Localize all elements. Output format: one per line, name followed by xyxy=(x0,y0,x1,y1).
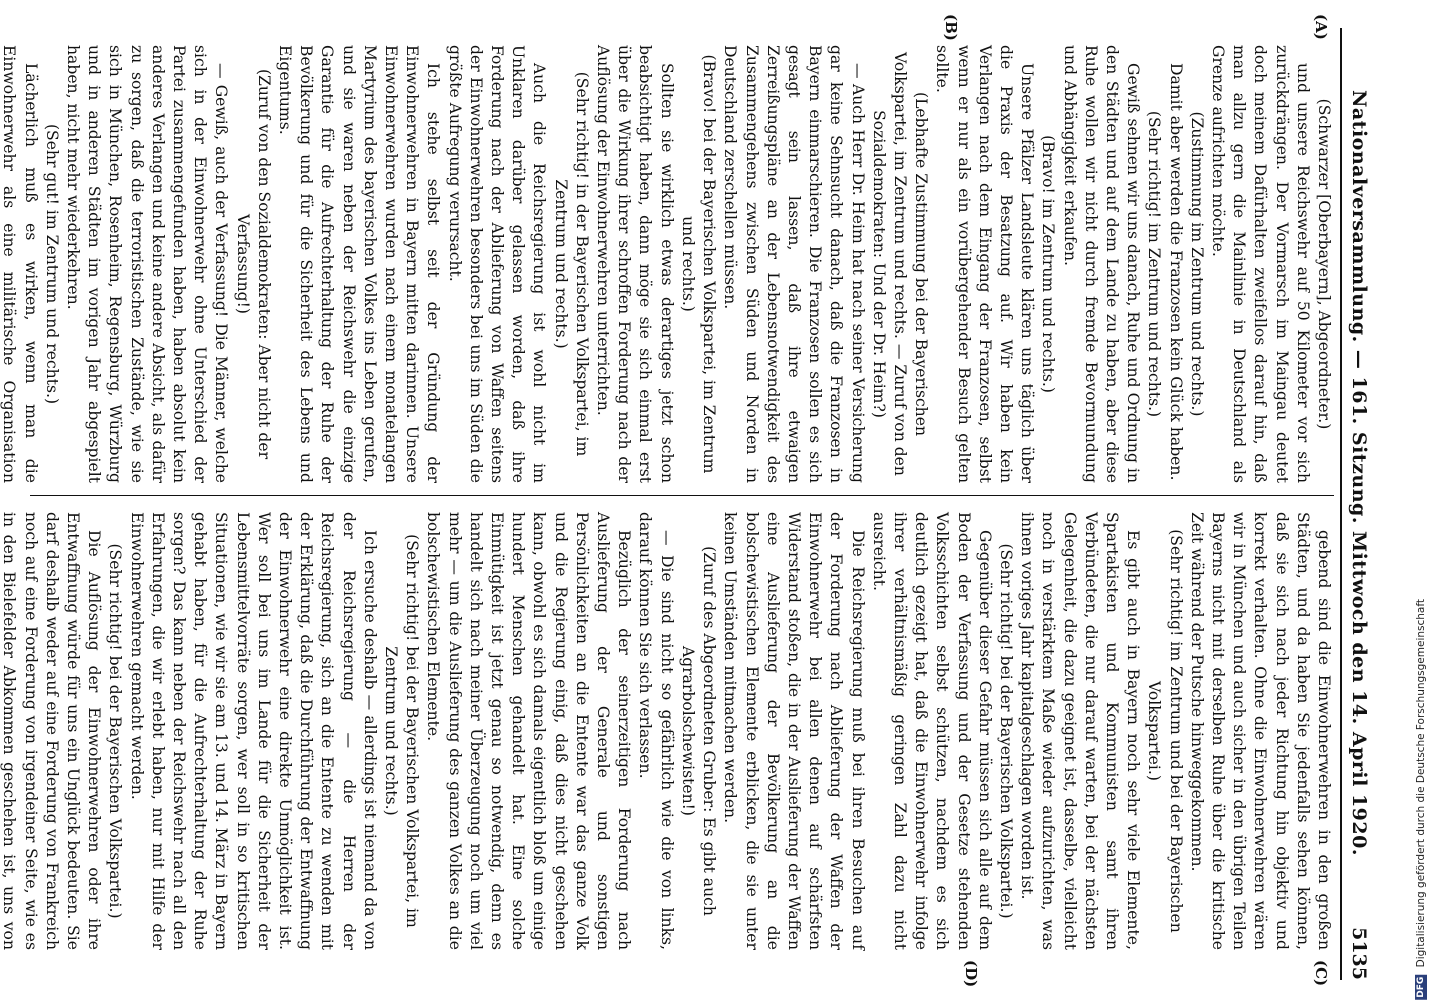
dfg-logo: DFG xyxy=(1416,976,1426,998)
text-paragraph: Die Reichsregierung muß bei ihren Besuchen auf der Forderung nach Ablieferung der Waffen der Einwohnerwehr bei allen denen auf schärfsten Widerstand stoßen, die in der Auslieferung der Waffen eine Auslieferung der Bevölkerung an die bolschewistischen Elemente erblicken, die sie unter keinen Umständen mitmachen werden. xyxy=(721,512,867,950)
text-paragraph: gebend sind die Einwohnerwehren in den großen Städten, und da haben Sie jedenfalls sehen können, daß sie sich nach jeder Richtung hin objektiv und korrekt verhalten. Ohne die Einwohnerwehren wären wir in München und auch sicher in den übrigen Teilen Bayerns nicht mit derselben Ruhe über die kritische Zeit während der Putsche hinweggekommen. xyxy=(1187,512,1333,950)
left-text-column xyxy=(0,45,1334,483)
interjection-paragraph: (Sehr richtig! im Zentrum und rechts.) xyxy=(1145,110,1164,418)
text-paragraph: Es gibt auch in Bayern noch sehr viele Elemente, Spartakisten und Kommunisten samt ihren Verbündeten, die nur darauf warten, bei der nächsten Gelegenheit, die dazu geeignet ist, dasselbe, vielleicht noch in verstärktem Maße wieder aufzurichten, was ihnen voriges Jahr kapitalgeschlagen worden ist. xyxy=(1018,512,1143,950)
page-header-title: Nationalversammlung. — 161. Sitzung. Mittwoch den 14. April 1920. xyxy=(1348,90,1370,856)
text-paragraph: — Die sind nicht so gefährlich wie die von links, darauf können Sie sich verlassen. xyxy=(636,512,676,950)
margin-mark-a: (A) xyxy=(1312,14,1330,40)
interjection-paragraph: (Sehr richtig! bei der Bayerischen Volkspartei.) xyxy=(106,543,125,919)
margin-mark-d: (D) xyxy=(962,960,980,988)
text-paragraph: Unsere Pfälzer Landsleute klären uns täglich über die Praxis der Besatzung auf. Wir haben kein Verlangen nach dem Eingang der Franzosen, selbst wenn er nur als ein vorübergehender Besuch gelten sollte. xyxy=(933,45,1037,483)
interjection-paragraph: (Zuruf des Abgeordneten Gruber: Es gibt auch Agrarbolschewisten!) xyxy=(678,546,719,916)
text-paragraph: — Gewiß, auch der Verfassung! Die Männer, welche sich in der Einwohnerwehr ohne Unterschied der Partei zusammengefunden haben, haben absolut kein anderes Verlangen und keine andere Absicht, als dafür zu sorgen, daß die terroristischen Zustände, wie sie sich in München, Rosenheim, Regensburg, Würzburg und in anderen Städten im vorigen Jahr abgespielt haben, nicht mehr wiederkehren. xyxy=(64,45,231,483)
interjection-paragraph: (Sehr richtig! bei der Bayerischen Volkspartei.) xyxy=(996,543,1015,919)
text-paragraph: Sollten sie wirklich etwas derartiges jetzt schon beabsichtigt haben, dann möge sie sich einmal erst über die Wirkung ihrer schroffen Forderung nach der Auflösung der Einwohnerwehren unterrichten. xyxy=(594,45,676,483)
text-paragraph: Bezüglich der seinerzeitigen Forderung nach Auslieferung der Generale und sonstigen Persönlichkeiten an die Entente war das ganze Volk und die Regierung einig, daß dies nicht geschehen kann, obwohl es sich damals eigentlich bloß um einige hundert Menschen gehandelt hat. Eine solche Einmütigkeit ist jetzt genau so notwendig, denn es handelt sich nach meiner Überzeugung noch um viel mehr — um die Auslieferung des ganzen Volkes an die bolschewistischen Elemente. xyxy=(424,512,634,950)
margin-mark-c: (C) xyxy=(1312,960,1330,987)
text-paragraph: Ich ersuche deshalb — allerdings ist niemand da von der Reichsregierung — die Herren der Reichsregierung, sich an die Entente zu wenden mit der Erklärung, daß die Durchführung der Entwaffnung der Einwohnerwehr eine direkte Unmöglichkeit ist. Wer soll bei uns im Lande für die Sicherheit der Lebensmittelvorräte sorgen, wer soll in so kritischen Situationen, wie wir sie am 13. und 14. März in Bayern gehabt haben, für die Aufrechterhaltung der Ruhe sorgen? Das kann neben der Reichswehr nach all den Erfahrungen, die wir erlebt haben, nur mit Hilfe der Einwohnerwehren gemacht werden. xyxy=(127,512,379,950)
page-number: 5135 xyxy=(1348,927,1370,980)
interjection-paragraph: (Zuruf von den Sozialdemokraten: Aber nicht der Verfassung!) xyxy=(233,68,273,460)
text-paragraph: Die Auflösung der Einwohnerwehren oder ihre Entwaffnung würde für uns ein Unglück bedeuten. Sie darf deshalb weder auf eine Forderung von Frankreich noch auf eine Forderung von irgendeiner Seite, wie es in den Bielefelder Abkommen geschehen ist, uns von xyxy=(0,512,104,950)
header-rule xyxy=(1340,28,1342,980)
interjection-paragraph: (Zustimmung im Zentrum und rechts.) xyxy=(1187,111,1206,417)
column-divider xyxy=(30,495,1334,496)
interjection-paragraph: (Schwarzer [Oberbayern], Abgeordneter.) xyxy=(1315,98,1333,430)
text-paragraph: und unsere Reichswehr auf 50 Kilometer vor sich zurückdrängen. Der Vormarsch im Maingau deutet doch meinem Dafürhalten zweifellos darauf hin, daß man allzu gern die Mainlinie in Deutschland als Grenze aufrichten möchte. xyxy=(1208,45,1312,483)
text-paragraph: — Auch Herr Dr. Heim hat nach seiner Versicherung gar keine Sehnsucht danach, daß die Franzosen in Bayern einmarschieren. Die Franzosen sollen es sich gesagt sein lassen, daß ihre etwaigen Zerreißungspläne an der Lebensnotwendigkeit des Zusammengehens zwischen Süden und Norden in Deutschland zerschellen müssen. xyxy=(721,45,867,483)
footer-credit-text: Digitalisierung gefördert durch die Deutsche Forschungsgemeinschaft xyxy=(1415,599,1427,968)
page-header xyxy=(1342,20,1372,980)
text-paragraph: Gegenüber dieser Gefahr müssen sich alle auf dem Boden der Verfassung und der Gesetze stehenden Volksschichten selbst schützen, nachdem es sich deutlich gezeigt hat, daß die Einwohnerwehr infolge ihrer verhältnismäßig geringen Zahl dazu nicht ausreicht. xyxy=(869,512,994,950)
right-text-column xyxy=(0,512,1334,950)
text-paragraph: Gewiß sehnen wir uns danach, Ruhe und Ordnung in den Städten und auf dem Lande zu haben, aber diese Ruhe wollen wir nicht durch fremde Bevormundung und Abhängigkeit erkaufen. xyxy=(1060,45,1143,483)
text-paragraph: Lächerlich muß es wirken, wenn man die Einwohnerwehr als eine militärische Organisation xyxy=(0,45,40,483)
text-paragraph: Ich stehe selbst seit der Gründung der Einwohnerwehren in Bayern mitten darinnen. Unsere Einwohnerwehren wurden nach einem monatelangen Martyrium des bayerischen Volkes ins Leben gerufen, und sie waren neben der Reichswehr die einzige Garantie für die Aufrechterhaltung der Ruhe der Bevölkerung und für die Sicherheit des Lebens und Eigentums. xyxy=(276,45,443,483)
footer-credit-strip xyxy=(1408,0,1434,1000)
interjection-paragraph: (Sehr richtig! bei der Bayerischen Volkspartei, im Zentrum und rechts.) xyxy=(382,534,422,928)
interjection-paragraph: (Sehr gut! im Zentrum und rechts.) xyxy=(42,123,61,405)
interjection-paragraph: (Sehr richtig! in der Bayerischen Volkspartei, im Zentrum und rechts.) xyxy=(551,71,591,457)
interjection-paragraph: (Lebhafte Zustimmung bei der Bayerischen Volkspartei, im Zentrum und rechts. — Zuruf von den Sozialdemokraten: Und der Dr. Heim?) xyxy=(869,52,931,476)
interjection-paragraph: (Bravo! bei der Bayerischen Volkspartei, im Zentrum und rechts.) xyxy=(678,54,719,474)
text-paragraph: Damit aber werden die Franzosen kein Glück haben. xyxy=(1166,63,1185,481)
margin-mark-b: (B) xyxy=(942,14,960,41)
interjection-paragraph: (Bravo! im Zentrum und rechts.) xyxy=(1039,135,1058,393)
interjection-paragraph: (Sehr richtig! im Zentrum und bei der Bayerischen Volkspartei.) xyxy=(1145,529,1185,933)
text-paragraph: Auch die Reichsregierung ist wohl nicht im Unklaren darüber gelassen worden, daß ihre Forderung nach der Ablieferung von Waffen seitens der Einwohnerwehren besonders bei uns im Süden die größte Aufregung verursacht. xyxy=(445,45,549,483)
